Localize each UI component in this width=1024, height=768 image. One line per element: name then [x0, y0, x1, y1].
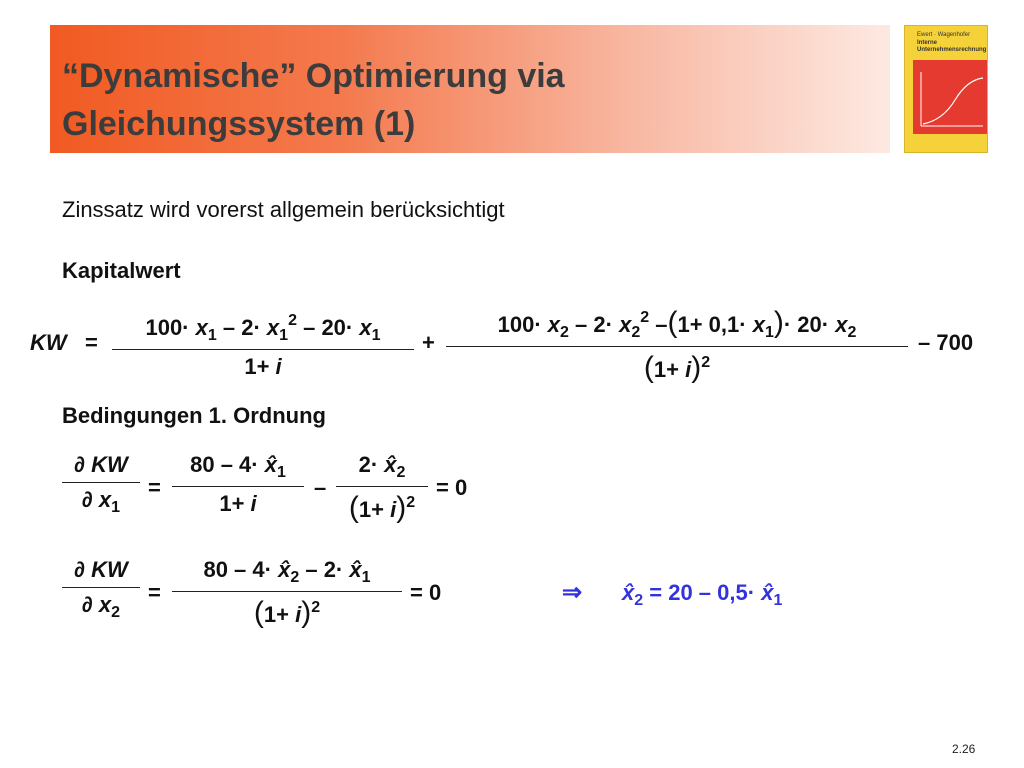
minus-700: – 700	[918, 330, 974, 355]
fraction-b: $2\cdot x̂_2$ $(1+ i)^2$	[336, 452, 428, 525]
book-cover-image	[904, 25, 988, 153]
equals-zero: = 0	[436, 475, 468, 500]
fraction-a: $80 - 4\cdot x̂_1$ 1+ i	[172, 452, 304, 517]
denominator: $(1+ i)^2$	[643, 351, 711, 384]
numerator: $100\cdot x_1 - 2\cdot x_1^2 - 20\cdot x_1$	[145, 312, 381, 344]
equals-sign: =	[85, 330, 98, 355]
fraction-bar	[446, 346, 908, 347]
equals-sign: =	[148, 580, 161, 605]
page-number: 2.26	[952, 742, 976, 756]
equals-zero: = 0	[410, 580, 442, 605]
minus-sign: –	[314, 475, 327, 500]
partial-derivative-x2: ∂ KW ∂ $x_2$	[62, 557, 140, 622]
subtitle-text: Zinssatz wird vorerst allgemein berücksichtigt	[62, 197, 505, 222]
equals-sign: =	[148, 475, 161, 500]
numerator: $100\cdot x_2 - 2\cdot x_2^2$ $-(1+ 0,1\cdot x_1)\cdot 20\cdot x_2$	[497, 306, 857, 341]
partial-derivative-x1: ∂ KW ∂ $x_1$	[62, 452, 140, 517]
fraction-bar	[112, 349, 414, 350]
slide-title: “Dynamische” Optimierung via Gleichungssystem (1)	[62, 57, 565, 143]
implies-arrow-icon: ⇒	[562, 579, 583, 606]
fraction-c: $80 - 4\cdot x̂_2 - 2\cdot$ $x̂_1$ $(1+ i)^2$	[172, 557, 402, 630]
book-title: Interne Unternehmensrechnung	[917, 40, 987, 53]
kw-symbol: KW	[30, 330, 67, 355]
fraction-period-2	[446, 306, 908, 385]
heading-kapitalwert: Kapitalwert	[62, 258, 181, 283]
heading-bedingungen: Bedingungen 1. Ordnung	[62, 403, 326, 428]
result-equation: $x̂_2 = 20 - 0,5\cdot$ $x̂_1$	[622, 580, 783, 609]
denominator: 1+ i	[244, 354, 282, 379]
fraction-period-1	[112, 312, 414, 380]
plus-sign: +	[422, 330, 435, 355]
book-cover-curve-icon	[913, 60, 988, 134]
book-authors: Ewert · Wagenhofer	[917, 32, 971, 38]
